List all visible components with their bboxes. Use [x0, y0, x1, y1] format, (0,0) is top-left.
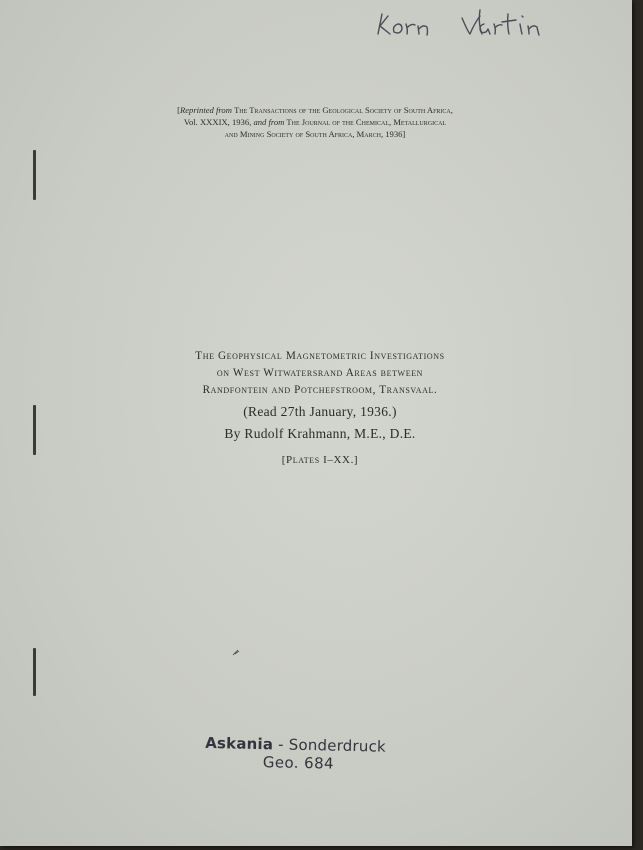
reprint-note — [110, 104, 520, 140]
pencil-mark — [232, 643, 240, 651]
stamp-line-1 — [205, 734, 405, 756]
reprint-line-2: Vol. XXXIX, 1936, and from The Journal of the Chemical, Metallurgical — [183, 117, 447, 127]
stamp-name: Askania — [205, 733, 274, 754]
staple-middle — [33, 405, 36, 455]
askania-stamp — [205, 734, 406, 774]
stamp-code: Geo. 684 — [262, 753, 335, 773]
read-date: (Read 27th January, 1936.) — [243, 404, 397, 419]
reprint-line-1: [Reprinted from The Transactions of the Geological Society of South Africa, — [177, 105, 453, 115]
staple-bottom — [33, 648, 36, 696]
title-block — [120, 348, 520, 466]
title-line-2: on West Witwatersrand Areas between — [216, 367, 424, 379]
author-line: By Rudolf Krahmann, M.E., D.E. — [224, 426, 416, 441]
staple-top — [33, 150, 36, 200]
stamp-suffix: - Sonderdruck — [272, 735, 387, 756]
reprint-line-3: and Mining Society of South Africa, March, 1936] — [224, 129, 406, 139]
title-line-3: Randfontein and Potchefstroom, Transvaal. — [202, 384, 438, 396]
title-line-1: The Geophysical Magnetometric Investigations — [195, 350, 445, 362]
handwritten-signature — [372, 4, 592, 48]
plates-note: [Plates I–XX.] — [281, 454, 359, 466]
